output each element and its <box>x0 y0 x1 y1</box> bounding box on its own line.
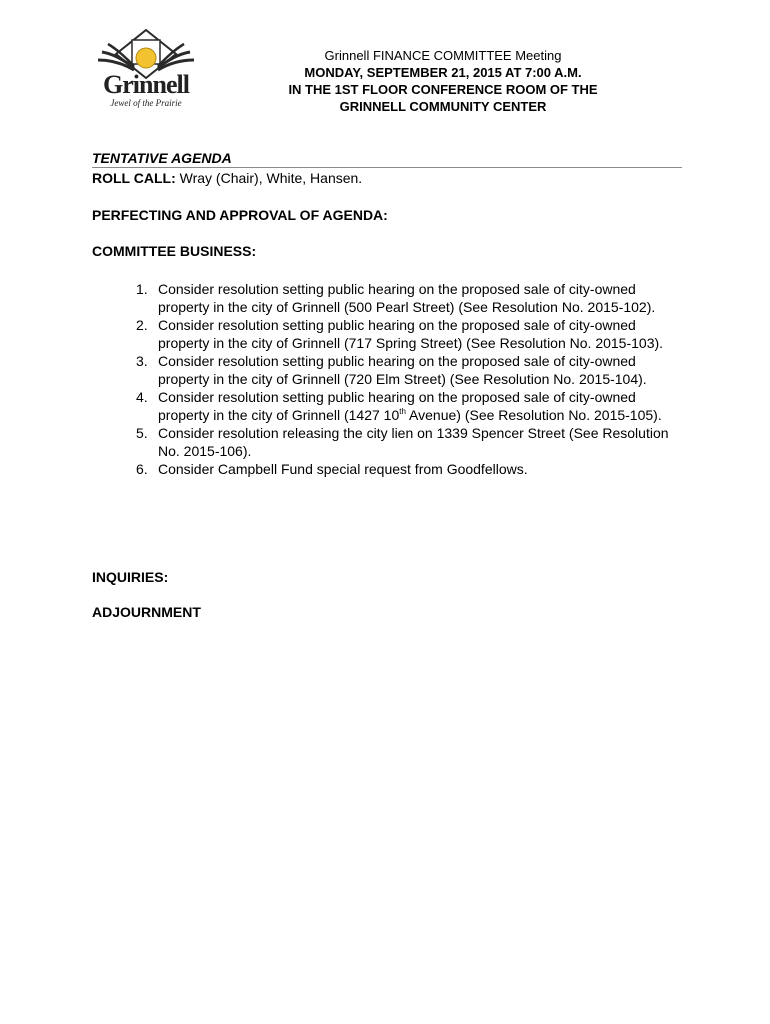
list-item <box>92 352 692 388</box>
item-text: Consider resolution setting public hearing on the proposed sale of city-owned property in the city of Grinnell (717 Spring Street) (See Resolution No. 2015-103). <box>158 317 664 351</box>
meeting-header <box>240 47 646 115</box>
item-number: 6. <box>136 461 148 477</box>
logo-tagline: Jewel of the Prairie <box>110 98 182 108</box>
business-items-list <box>92 280 692 478</box>
meeting-datetime: MONDAY, SEPTEMBER 21, 2015 AT 7:00 A.M. <box>304 65 582 80</box>
roll-call-label: ROLL CALL: <box>92 170 176 186</box>
roll-call-members: Wray (Chair), White, Hansen. <box>179 170 363 186</box>
meeting-name: Grinnell FINANCE COMMITTEE Meeting <box>324 48 562 63</box>
perfecting-heading: PERFECTING AND APPROVAL OF AGENDA: <box>92 207 388 223</box>
ordinal-suffix: th <box>399 407 406 416</box>
committee-business-heading: COMMITTEE BUSINESS: <box>92 243 257 259</box>
item-number: 5. <box>136 425 148 441</box>
adjournment-heading: ADJOURNMENT <box>92 604 201 620</box>
item-text-part: Consider resolution setting public hearing on the proposed sale of city-owned property in the city of Grinnell (1427 10 <box>158 389 636 423</box>
grinnell-logo <box>94 28 198 114</box>
inquiries-heading: INQUIRIES: <box>92 569 169 585</box>
list-item <box>92 424 692 460</box>
item-text: Consider resolution setting public hearing on the proposed sale of city-owned property in the city of Grinnell (500 Pearl Street) (See Resolution No. 2015-102). <box>158 281 656 315</box>
list-item <box>92 460 692 478</box>
item-text: Consider resolution releasing the city lien on 1339 Spencer Street (See Resolution No. 2015-106). <box>158 425 669 459</box>
meeting-location-line2: GRINNELL COMMUNITY CENTER <box>339 99 547 114</box>
agenda-title: TENTATIVE AGENDA <box>92 150 232 166</box>
logo-wordmark: Grinnell <box>103 70 189 99</box>
item-number: 1. <box>136 281 148 297</box>
list-item <box>92 316 692 352</box>
item-number: 3. <box>136 353 148 369</box>
meeting-location-line1: IN THE 1ST FLOOR CONFERENCE ROOM OF THE <box>288 82 598 97</box>
item-text <box>158 388 682 424</box>
item-text-part: Avenue) (See Resolution No. 2015-105). <box>405 407 662 423</box>
list-item <box>92 280 692 316</box>
list-item <box>92 388 692 424</box>
item-number: 4. <box>136 389 148 405</box>
item-number: 2. <box>136 317 148 333</box>
item-text: Consider Campbell Fund special request from Goodfellows. <box>158 461 528 477</box>
roll-call <box>92 169 362 187</box>
item-text: Consider resolution setting public hearing on the proposed sale of city-owned property in the city of Grinnell (720 Elm Street) (See Resolution No. 2015-104). <box>158 353 647 387</box>
title-divider <box>92 167 682 168</box>
